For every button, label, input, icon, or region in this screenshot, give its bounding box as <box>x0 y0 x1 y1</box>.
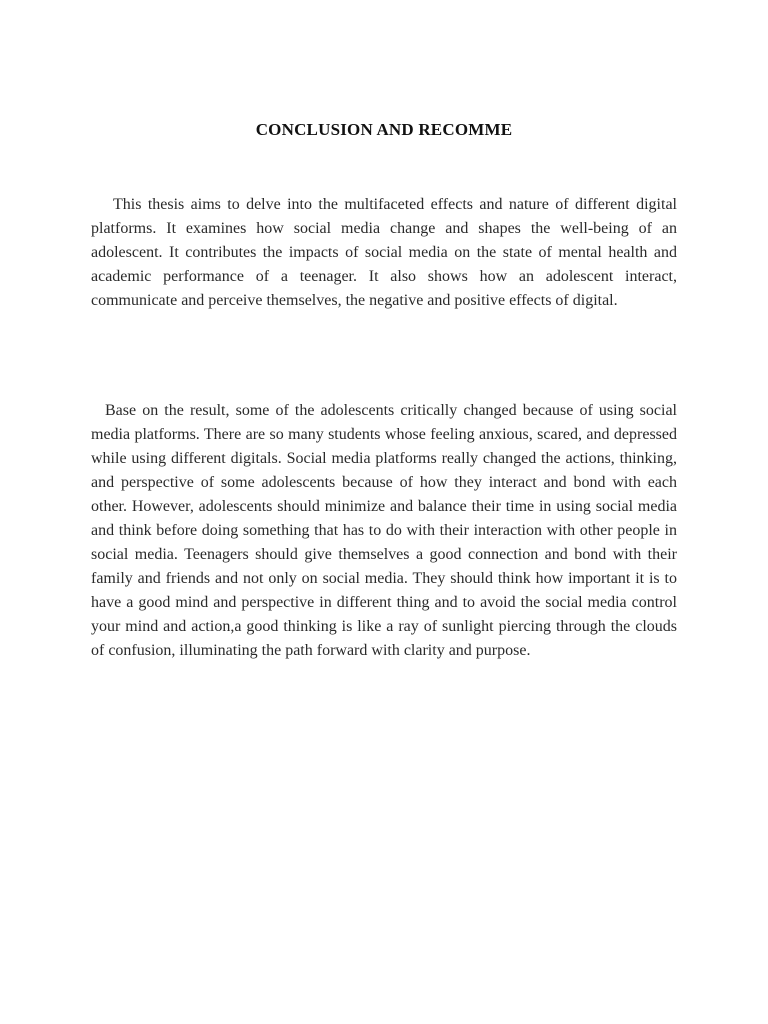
section-heading: CONCLUSION AND RECOMME <box>255 120 513 139</box>
paragraph-intro: This thesis aims to delve into the multifaceted effects and nature of different digital platforms. It examines how social media change and shapes the well-being of an adolescent. It contributes the impacts of social media on the state of mental health and academic performance of a teenager. It also shows how an adolescent interact, communicate and perceive themselves, the negative and positive effects of digital. <box>91 196 677 309</box>
paragraph-results: Base on the result, some of the adolescents critically changed because of using social media platforms. There are so many students whose feeling anxious, scared, and depressed while using different digitals. Social media platforms really changed the actions, thinking, and perspective of some adolescents because of how they interact and bond with each other. However, adolescents should minimize and balance their time in using social media and think before doing something that has to do with their interaction with other people in social media. Teenagers should give themselves a good connection and bond with their family and friends and not only on social media. They should think how important it is to have a good mind and perspective in different thing and to avoid the social media control your mind and action,a good thinking is like a ray of sunlight piercing through the clouds of confusion, illuminating the path forward with clarity and purpose. <box>91 402 677 659</box>
